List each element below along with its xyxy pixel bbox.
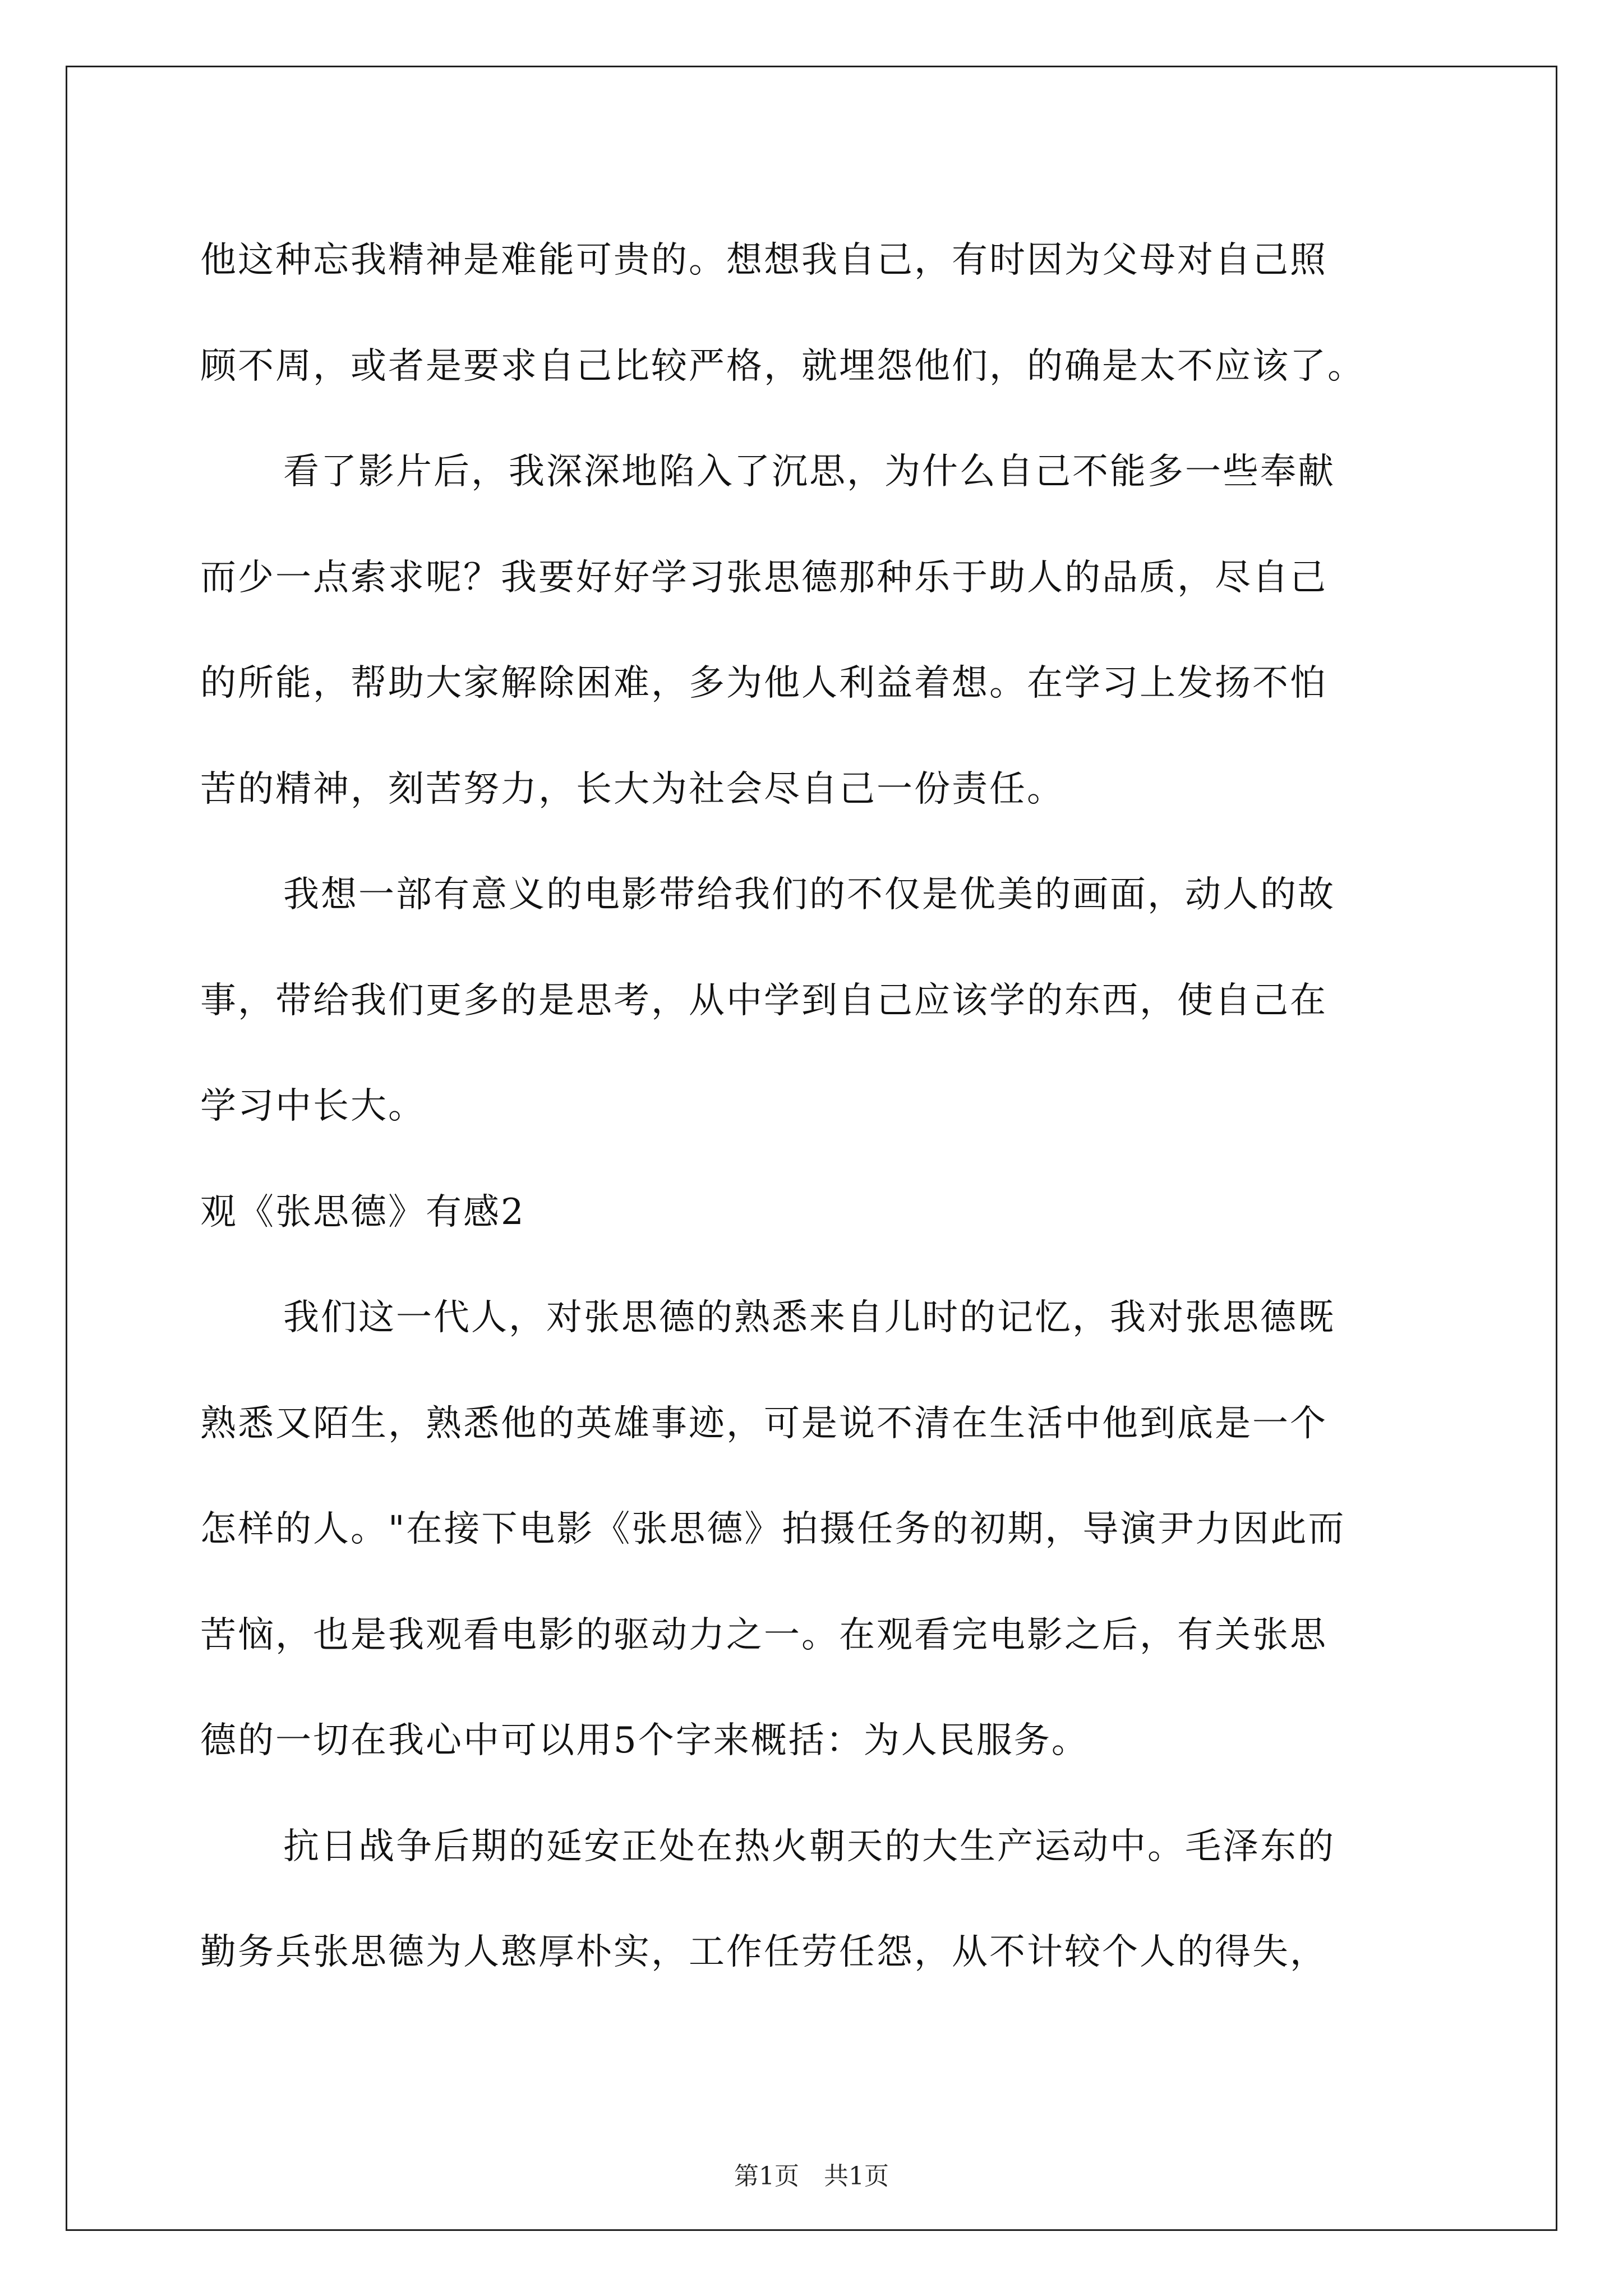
page-number-footer: 第1页 共1页 — [734, 2162, 889, 2191]
document-body — [200, 208, 1451, 2005]
paragraph-start-line: 我想一部有意义的电影带给我们的不仅是优美的画面，动人的故 — [283, 874, 1335, 915]
text-line: 而少一点索求呢？我要好好学习张思德那种乐于助人的品质，尽自己 — [200, 556, 1327, 599]
text-line: 顾不周，或者是要求自己比较严格，就埋怨他们，的确是太不应该了。 — [200, 345, 1365, 387]
text-line: 事，带给我们更多的是思考，从中学到自己应该学的东西，使自己在 — [200, 979, 1327, 1022]
text-line: 苦恼，也是我观看电影的驱动力之一。在观看完电影之后，有关张思 — [200, 1614, 1327, 1656]
text-line: 德的一切在我心中可以用5个字来概括：为人民服务。 — [200, 1720, 1089, 1761]
paragraph-start-line: 看了影片后，我深深地陷入了沉思，为什么自己不能多一些奉献 — [283, 451, 1335, 493]
section-heading: 观《张思德》有感2 — [200, 1191, 525, 1233]
text-line: 他这种忘我精神是难能可贵的。想想我自己，有时因为父母对自己照 — [200, 240, 1327, 281]
paragraph-start-line: 抗日战争后期的延安正处在热火朝天的大生产运动中。毛泽东的 — [283, 1825, 1335, 1867]
text-line: 熟悉又陌生，熟悉他的英雄事迹，可是说不清在生活中他到底是一个 — [200, 1402, 1327, 1444]
text-line: 勤务兵张思德为人憨厚朴实，工作任劳任怨，从不计较个人的得失， — [200, 1931, 1327, 1973]
text-line: 苦的精神，刻苦努力，长大为社会尽自己一份责任。 — [200, 768, 1064, 810]
text-line: 怎样的人。"在接下电影《张思德》拍摄任务的初期，导演尹力因此而 — [200, 1508, 1346, 1550]
text-line: 学习中长大。 — [200, 1085, 426, 1127]
paragraph-start-line: 我们这一代人，对张思德的熟悉来自儿时的记忆，我对张思德既 — [283, 1297, 1335, 1338]
text-line: 的所能，帮助大家解除困难，多为他人利益着想。在学习上发扬不怕 — [200, 662, 1327, 704]
